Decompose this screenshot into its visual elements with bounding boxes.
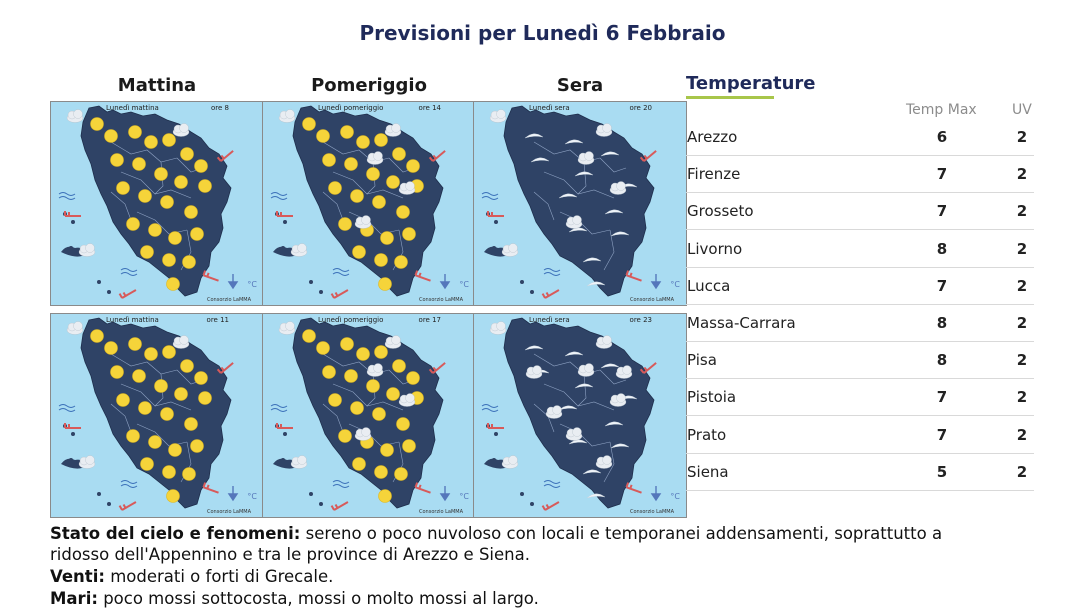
wind-text: moderati o forti di Grecale. (104, 567, 334, 586)
sky-description (50, 523, 1050, 545)
page-title: Previsioni per Lunedì 6 Febbraio (359, 21, 726, 45)
temp-max-value: 8 (936, 351, 948, 370)
temperature-arrow-label: °C (459, 492, 469, 501)
map-time-label: ore 20 (629, 104, 652, 112)
map-time-label: ore 8 (211, 104, 229, 112)
map-time-label: ore 23 (629, 316, 652, 324)
temperature-row-livorno (686, 231, 1034, 268)
temperature-arrow-label: °C (670, 280, 680, 289)
temperature-row-siena (686, 454, 1034, 491)
map-period-label: Lunedì sera (529, 316, 570, 324)
map-credit: Consorzio LaMMA (630, 297, 674, 303)
temperature-arrow-label: °C (247, 492, 257, 501)
temp-max-value: 7 (936, 202, 948, 221)
city-name: Grosseto (687, 202, 754, 221)
temp-max-value: 5 (936, 462, 948, 481)
map-credit: Consorzio LaMMA (207, 297, 251, 303)
forecast-map-afternoon-1[interactable] (262, 101, 476, 306)
forecast-map-morning-1[interactable] (50, 101, 264, 306)
city-name: Livorno (687, 239, 743, 258)
map-period-label: Lunedì pomeriggio (318, 104, 384, 112)
map-period-label: Lunedì sera (529, 104, 570, 112)
temperature-arrow-label: °C (459, 280, 469, 289)
city-name: Pisa (687, 351, 717, 370)
uv-value: 2 (1016, 165, 1028, 184)
tuscany-map-svg (474, 102, 686, 305)
map-credit: Consorzio LaMMA (630, 509, 674, 515)
tuscany-map-svg (51, 102, 263, 305)
wind-label: Venti: (50, 567, 105, 586)
forecast-map-morning-2[interactable] (50, 313, 264, 518)
temperature-heading: Temperature (686, 73, 816, 94)
city-name: Massa-Carrara (687, 314, 796, 332)
column-header-mattina: Mattina (117, 75, 197, 96)
temperature-row-massa-carrara (686, 305, 1034, 342)
map-period-label: Lunedì pomeriggio (318, 316, 384, 324)
column-header-uv: UV (1012, 102, 1032, 118)
temperature-row-prato (686, 417, 1034, 454)
city-name: Firenze (687, 165, 741, 184)
map-period-label: Lunedì mattina (106, 104, 159, 112)
temp-max-value: 6 (936, 128, 948, 146)
wind-description (50, 566, 1050, 588)
sky-text: sereno o poco nuvoloso con locali e temporanei addensamenti, soprattutto a (300, 524, 943, 543)
temperature-arrow-label: °C (247, 280, 257, 289)
map-time-label: ore 11 (206, 316, 229, 324)
uv-value: 2 (1016, 425, 1028, 444)
uv-value: 2 (1016, 239, 1028, 258)
sky-label: Stato del cielo e fenomeni: (50, 524, 301, 543)
temp-max-value: 7 (936, 425, 948, 444)
temp-max-value: 7 (936, 388, 948, 407)
temp-max-value: 7 (936, 165, 948, 184)
map-credit: Consorzio LaMMA (419, 509, 463, 515)
uv-value: 2 (1016, 202, 1028, 221)
uv-value: 2 (1016, 276, 1028, 295)
city-name: Arezzo (687, 128, 738, 146)
column-header-temp-max: Temp Max (906, 102, 977, 118)
city-name: Siena (687, 462, 729, 481)
sea-text: poco mossi sottocosta, mossi o molto mossi al largo. (97, 589, 539, 608)
city-name: Prato (687, 425, 727, 444)
tuscany-map-svg (474, 314, 686, 517)
forecast-map-evening-1[interactable] (473, 101, 687, 306)
temp-max-value: 8 (936, 239, 948, 258)
temperature-heading-underline (686, 96, 774, 99)
forecast-map-afternoon-2[interactable] (262, 313, 476, 518)
sea-description (50, 588, 1050, 610)
uv-value: 2 (1016, 462, 1028, 481)
sky-text-continued: ridosso dell'Appennino e tra le province di Arezzo e Siena. (50, 545, 530, 564)
temperature-row-arezzo (686, 119, 1034, 156)
map-time-label: ore 14 (418, 104, 441, 112)
column-header-sera: Sera (556, 75, 604, 96)
temperature-row-grosseto (686, 193, 1034, 230)
uv-value: 2 (1016, 351, 1028, 370)
column-header-pomeriggio: Pomeriggio (311, 75, 427, 96)
temp-max-value: 7 (936, 276, 948, 295)
forecast-map-evening-2[interactable] (473, 313, 687, 518)
map-credit: Consorzio LaMMA (419, 297, 463, 303)
temperature-row-firenze (686, 156, 1034, 193)
sky-description-cont (50, 544, 1050, 566)
map-credit: Consorzio LaMMA (207, 509, 251, 515)
city-name: Pistoia (687, 388, 737, 407)
map-time-label: ore 17 (418, 316, 441, 324)
map-period-label: Lunedì mattina (106, 316, 159, 324)
uv-value: 2 (1016, 314, 1028, 332)
temperature-row-pisa (686, 342, 1034, 379)
city-name: Lucca (687, 276, 731, 295)
tuscany-map-svg (263, 314, 475, 517)
uv-value: 2 (1016, 388, 1028, 407)
sea-label: Mari: (50, 589, 98, 608)
temperature-arrow-label: °C (670, 492, 680, 501)
uv-value: 2 (1016, 128, 1028, 146)
temp-max-value: 8 (936, 314, 948, 332)
temperature-row-pistoia (686, 379, 1034, 416)
temperature-row-lucca (686, 268, 1034, 305)
tuscany-map-svg (51, 314, 263, 517)
tuscany-map-svg (263, 102, 475, 305)
